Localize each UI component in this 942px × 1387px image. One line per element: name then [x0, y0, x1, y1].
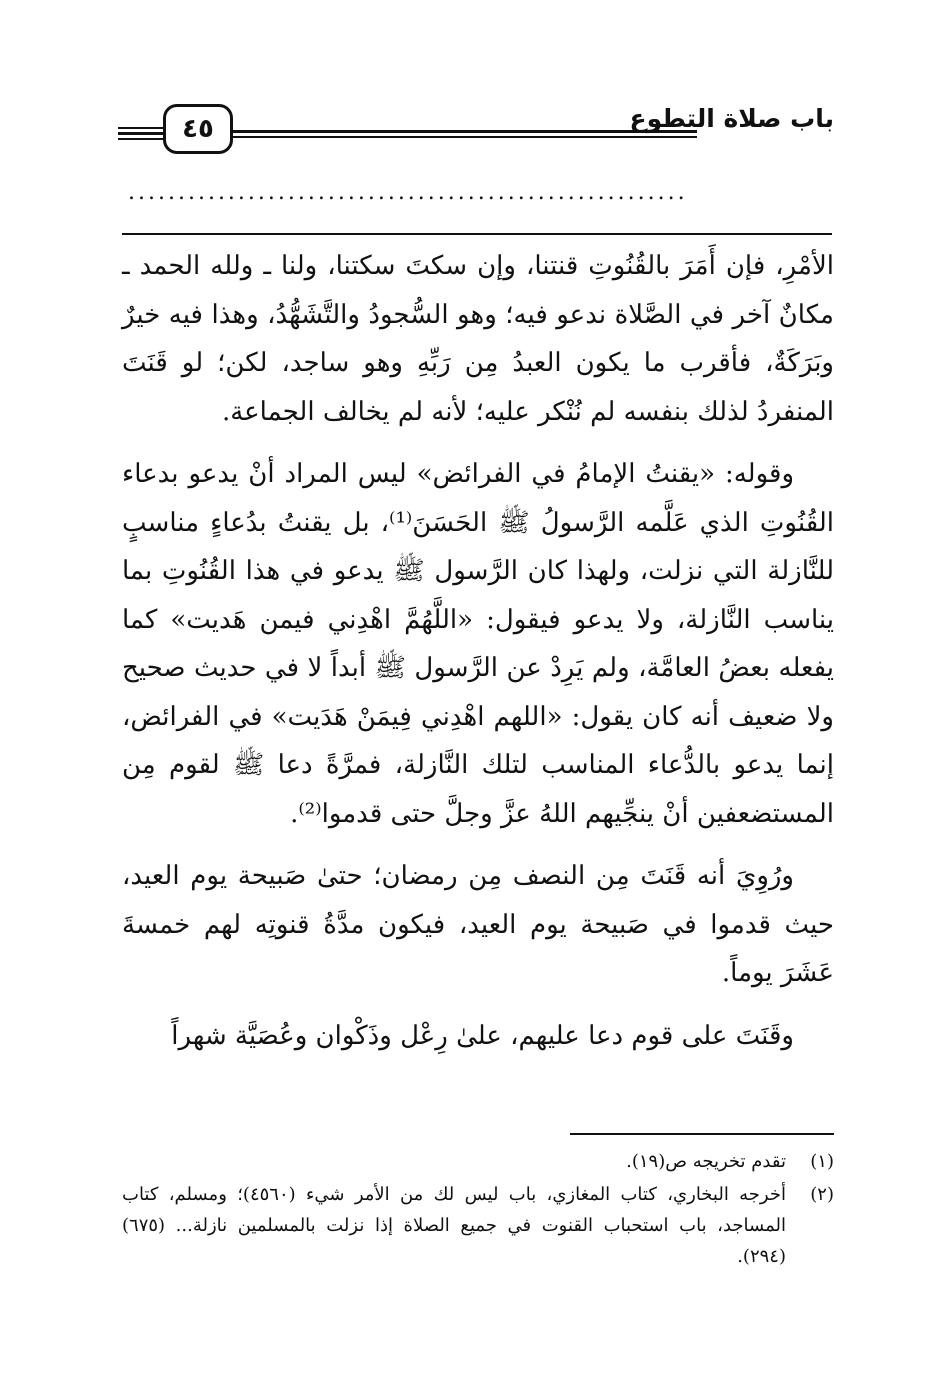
- page-number: ٤٥: [163, 104, 233, 154]
- text-top-rule: [122, 233, 832, 235]
- header-rule-left-2: [118, 132, 163, 135]
- footnote-number: (٢): [810, 1184, 834, 1205]
- paragraph: الأمْرِ، فإن أَمَرَ بالقُنُوتِ قنتنا، وإن سكتَ سكتنا، ولنا ـ ولله الحمد ـ مكانٌ آخر في الصَّلاة ندعو فيه؛ وهو السُّجودُ والتَّشَهُّدُ، وهذا فيه خيرٌ وبَرَكَةٌ، فأقرب ما يكون العبدُ مِن رَبِّهِ وهو ساجد، لكن؛ لو قَنَتَ المنفردُ لذلك بنفسه لم نُنْكر عليه؛ لأنه لم يخالف الجماعة.: [122, 251, 834, 427]
- ellipsis-line: ........................................................: [128, 180, 688, 205]
- footnote-number: (١): [810, 1151, 834, 1172]
- footnote: [122, 1146, 834, 1177]
- paragraph: وقَنَتَ على قوم دعا عليهم، علىٰ رِعْل وذَكْوان وعُصَيَّة شهراً: [171, 1020, 794, 1051]
- paragraph: وقوله: «يقنتُ الإمامُ في الفرائض» ليس المراد أنْ يدعو بدعاء القُنُوتِ الذي عَلَّمه الرَّسولُ ﷺ الحَسَنَ⁽¹⁾، بل يقنتُ بدُعاءٍ مناسبٍ للنَّازلة التي نزلت، ولهذا كان الرَّسول ﷺ يدعو في هذا القُنُوتِ بما يناسب النَّازلة، ولا يدعو فيقول: «اللَّهُمَّ اهْدِني فيمن هَديت» كما يفعله بعضُ العامَّة، ولم يَرِدْ عن الرَّسول ﷺ أبداً لا في حديث صحيح ولا ضعيف أنه كان يقول: «اللهم اهْدِني فِيمَنْ هَدَيت» في الفرائض، إنما يدعو بالدُّعاء المناسب لتلك النَّازلة، فمرَّةً دعا ﷺ لقوم مِن المستضعفين أنْ ينجِّيهم اللهُ عزَّ وجلَّ حتى قدموا⁽²⁾.: [122, 459, 834, 829]
- footnotes: [122, 1146, 834, 1274]
- header-rule-long-thin: [232, 136, 697, 138]
- page-header: [118, 100, 834, 160]
- header-rule-left: [118, 127, 163, 129]
- footnote-text: تقدم تخريجه ص(١٩).: [626, 1151, 786, 1172]
- header-rule-left-3: [118, 138, 163, 140]
- main-text: [122, 242, 834, 1074]
- footnote-separator: [570, 1133, 834, 1135]
- paragraph: ورُوِيَ أنه قَنَتَ مِن النصف مِن رمضان؛ حتىٰ صَبيحة يوم العيد، حيث قدموا في صَبيحة يوم العيد، فيكون مدَّةُ قنوتِه لهم خمسةَ عَشَرَ يوماً.: [122, 861, 834, 988]
- footnote: [122, 1179, 834, 1272]
- running-title: باب صلاة التطوع: [629, 104, 834, 133]
- footnote-text: أخرجه البخاري، كتاب المغازي، باب ليس لك من الأمر شيء (٤٥٦٠)؛ ومسلم، كتاب المساجد، باب استحباب القنوت في جميع الصلاة إذا نزلت بالمسلمين نازلة... (٦٧٥) (٢٩٤).: [122, 1184, 786, 1267]
- header-rule-long: [232, 130, 697, 133]
